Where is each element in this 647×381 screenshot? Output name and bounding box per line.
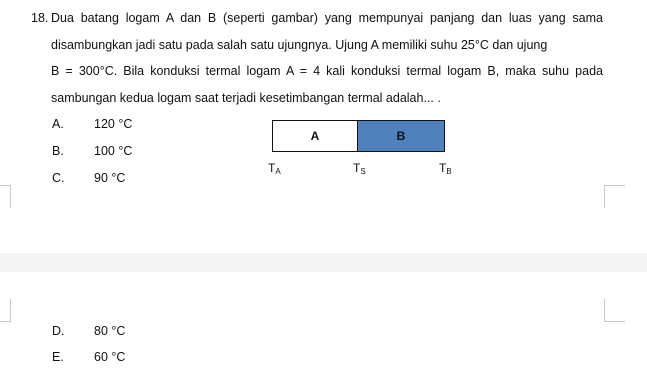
option-b-letter: B. — [52, 144, 64, 158]
question-line-2: disambungkan jadi satu pada salah satu ujungnya. Ujung A memiliki suhu 25°C dan ujung — [51, 38, 548, 52]
rod-diagram — [272, 120, 445, 154]
question-line-4: sambungan kedua logam saat terjadi kesetimbangan termal adalah... . — [51, 91, 441, 105]
option-e-text: 60 °C — [94, 350, 126, 364]
rod-b-label: B — [396, 129, 406, 143]
rod-a — [272, 120, 358, 152]
page-gap — [0, 253, 647, 272]
option-a-text: 120 °C — [94, 117, 133, 131]
option-c-letter: C. — [52, 171, 65, 185]
temp-label-a: $T_A$ — [268, 161, 281, 176]
rod-a-label: A — [310, 129, 320, 143]
option-d-text: 80 °C — [94, 324, 126, 338]
question-number: 18. — [31, 11, 49, 25]
question-line-3: B = 300°C. Bila konduksi termal logam A = 4 kali konduksi termal logam B, maka suhu pada — [51, 64, 603, 78]
crop-mark-top-left — [0, 185, 11, 208]
option-e-letter: E. — [52, 350, 64, 364]
temp-label-b: $T_B$ — [439, 161, 452, 176]
option-b-text: 100 °C — [94, 144, 133, 158]
temp-label-junction: $T_S$ — [353, 161, 366, 176]
rod-b — [358, 120, 445, 152]
crop-mark-top-right — [604, 185, 625, 208]
crop-mark-bottom-left — [0, 299, 11, 322]
option-a-letter: A. — [52, 117, 64, 131]
question-line-1: Dua batang logam A dan B (seperti gambar) yang mempunyai panjang dan luas yang sama — [51, 11, 603, 25]
option-d-letter: D. — [52, 324, 65, 338]
option-c-text: 90 °C — [94, 171, 126, 185]
crop-mark-bottom-right — [604, 299, 625, 322]
